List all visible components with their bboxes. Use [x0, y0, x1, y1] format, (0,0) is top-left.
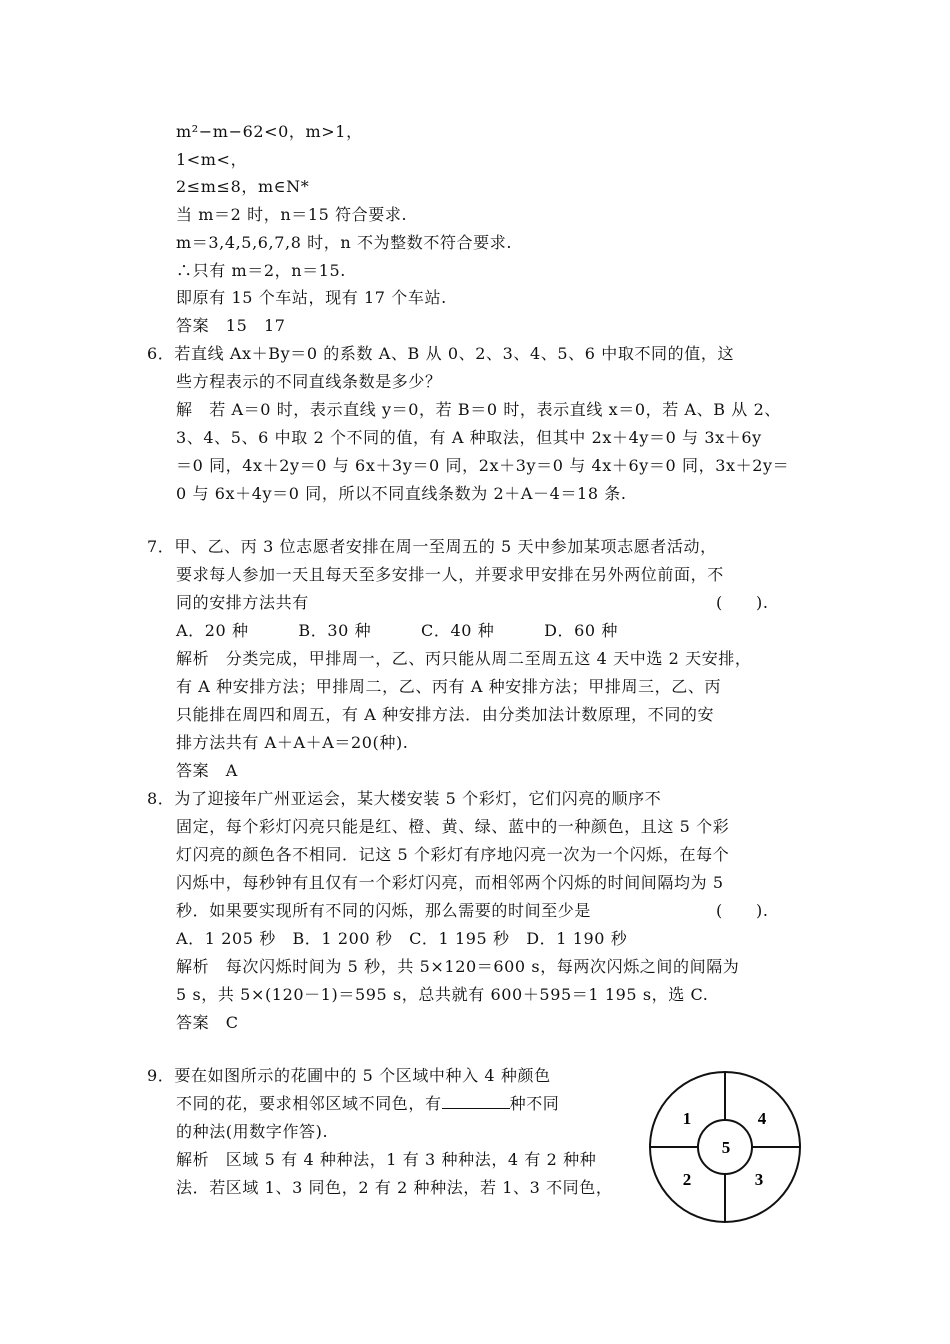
ln-13: ＝0 同，4x＋2y＝0 与 6x＋3y＝0 同，2x＋3y＝0 与 4x＋6y＝0 同，3x＋2y＝	[176, 456, 790, 475]
ln-27: 灯闪亮的颜色各不相同．记这 5 个彩灯有序地闪亮一次为一个闪烁，在每个	[176, 845, 730, 864]
region-label-3: 3	[754, 1170, 764, 1189]
ln-18: ( ).	[716, 593, 769, 612]
ln-30: ( ).	[716, 901, 769, 920]
ln-35: 9．要在如图所示的花圃中的 5 个区域中种入 4 种颜色	[147, 1066, 551, 1085]
ln-26: 固定，每个彩灯闪亮只能是红、橙、黄、绿、蓝中的一种颜色，且这 5 个彩	[176, 817, 730, 836]
ln-39: 法．若区域 1、3 同色，2 有 2 种种法，若 1、3 不同色，	[176, 1178, 613, 1197]
flower-bed-figure	[646, 1068, 806, 1228]
ln-6: ∴只有 m＝2，n＝15.	[176, 261, 346, 280]
ln-11: 解 若 A＝0 时，表示直线 y＝0，若 B＝0 时，表示直线 x＝0，若 A、B 从 2、	[176, 400, 781, 419]
ln-33: 5 s，共 5×(120－1)＝595 s，总共就有 600＋595＝1 195 s，选 C.	[176, 985, 709, 1004]
ln-7: 即原有 15 个车站，现有 17 个车站.	[176, 288, 447, 307]
ln-9: 6．若直线 Ax＋By＝0 的系数 A、B 从 0、2、3、4、5、6 中取不同的值，这	[147, 344, 735, 363]
ln-23: 排方法共有 A＋A＋A＝20(种).	[176, 733, 409, 752]
ln-21: 有 A 种安排方法；甲排周二，乙、丙有 A 种安排方法；甲排周三，乙、丙	[176, 677, 722, 696]
ln-29: 秒．如果要实现所有不同的闪烁，那么需要的时间至少是	[176, 901, 592, 920]
ln-2: 1<m<，	[176, 150, 248, 169]
ln-31: A．1 205 秒 B．1 200 秒 C．1 195 秒 D．1 190 秒	[176, 929, 628, 948]
ln-8: 答案 15 17	[176, 316, 286, 335]
ln-36-b: 种不同	[509, 1094, 560, 1113]
ln-10: 些方程表示的不同直线条数是多少？	[176, 372, 442, 391]
region-label-2: 2	[682, 1170, 692, 1189]
answer-blank	[442, 1094, 510, 1109]
ln-24: 答案 A	[176, 761, 238, 780]
ln-16: 要求每人参加一天且每天至多安排一人，并要求甲安排在另外两位前面，不	[176, 565, 724, 584]
ln-36-a: 不同的花，要求相邻区域不同色，有	[176, 1094, 442, 1113]
ln-38: 解析 区域 5 有 4 种种法，1 有 3 种种法，4 有 2 种种	[176, 1150, 597, 1169]
ln-20: 解析 分类完成，甲排周一，乙、丙只能从周二至周五这 4 天中选 2 天安排，	[176, 649, 752, 668]
ln-12: 3、4、5、6 中取 2 个不同的值，有 A 种取法，但其中 2x＋4y＝0 与 3x＋6y	[176, 428, 762, 447]
ln-3: 2≤m≤8，m∈N*	[176, 177, 310, 196]
ln-25: 8．为了迎接年广州亚运会，某大楼安装 5 个彩灯，它们闪亮的顺序不	[147, 789, 662, 808]
ln-4: 当 m＝2 时，n＝15 符合要求.	[176, 205, 408, 224]
ln-32: 解析 每次闪烁时间为 5 秒，共 5×120＝600 s，每两次闪烁之间的间隔为	[176, 957, 740, 976]
ln-14: 0 与 6x＋4y＝0 同，所以不同直线条数为 2＋A－4＝18 条.	[176, 484, 627, 503]
ln-19: A．20 种 B．30 种 C．40 种 D．60 种	[176, 621, 618, 640]
ln-36	[176, 1094, 559, 1114]
ln-1: m²−m−62<0，m>1，	[176, 122, 363, 141]
ln-5: m＝3,4,5,6,7,8 时，n 不为整数不符合要求.	[176, 233, 513, 252]
ln-37: 的种法(用数字作答).	[176, 1122, 329, 1141]
ln-15: 7．甲、乙、丙 3 位志愿者安排在周一至周五的 5 天中参加某项志愿者活动，	[147, 537, 717, 556]
region-label-5: 5	[721, 1138, 731, 1157]
ln-17: 同的安排方法共有	[176, 593, 309, 612]
region-label-1: 1	[682, 1109, 692, 1128]
ln-22: 只能排在周四和周五，有 A 种安排方法．由分类加法计数原理，不同的安	[176, 705, 715, 724]
ln-34: 答案 C	[176, 1013, 239, 1032]
region-label-4: 4	[757, 1109, 767, 1128]
ln-28: 闪烁中，每秒钟有且仅有一个彩灯闪亮，而相邻两个闪烁的时间间隔均为 5	[176, 873, 724, 892]
